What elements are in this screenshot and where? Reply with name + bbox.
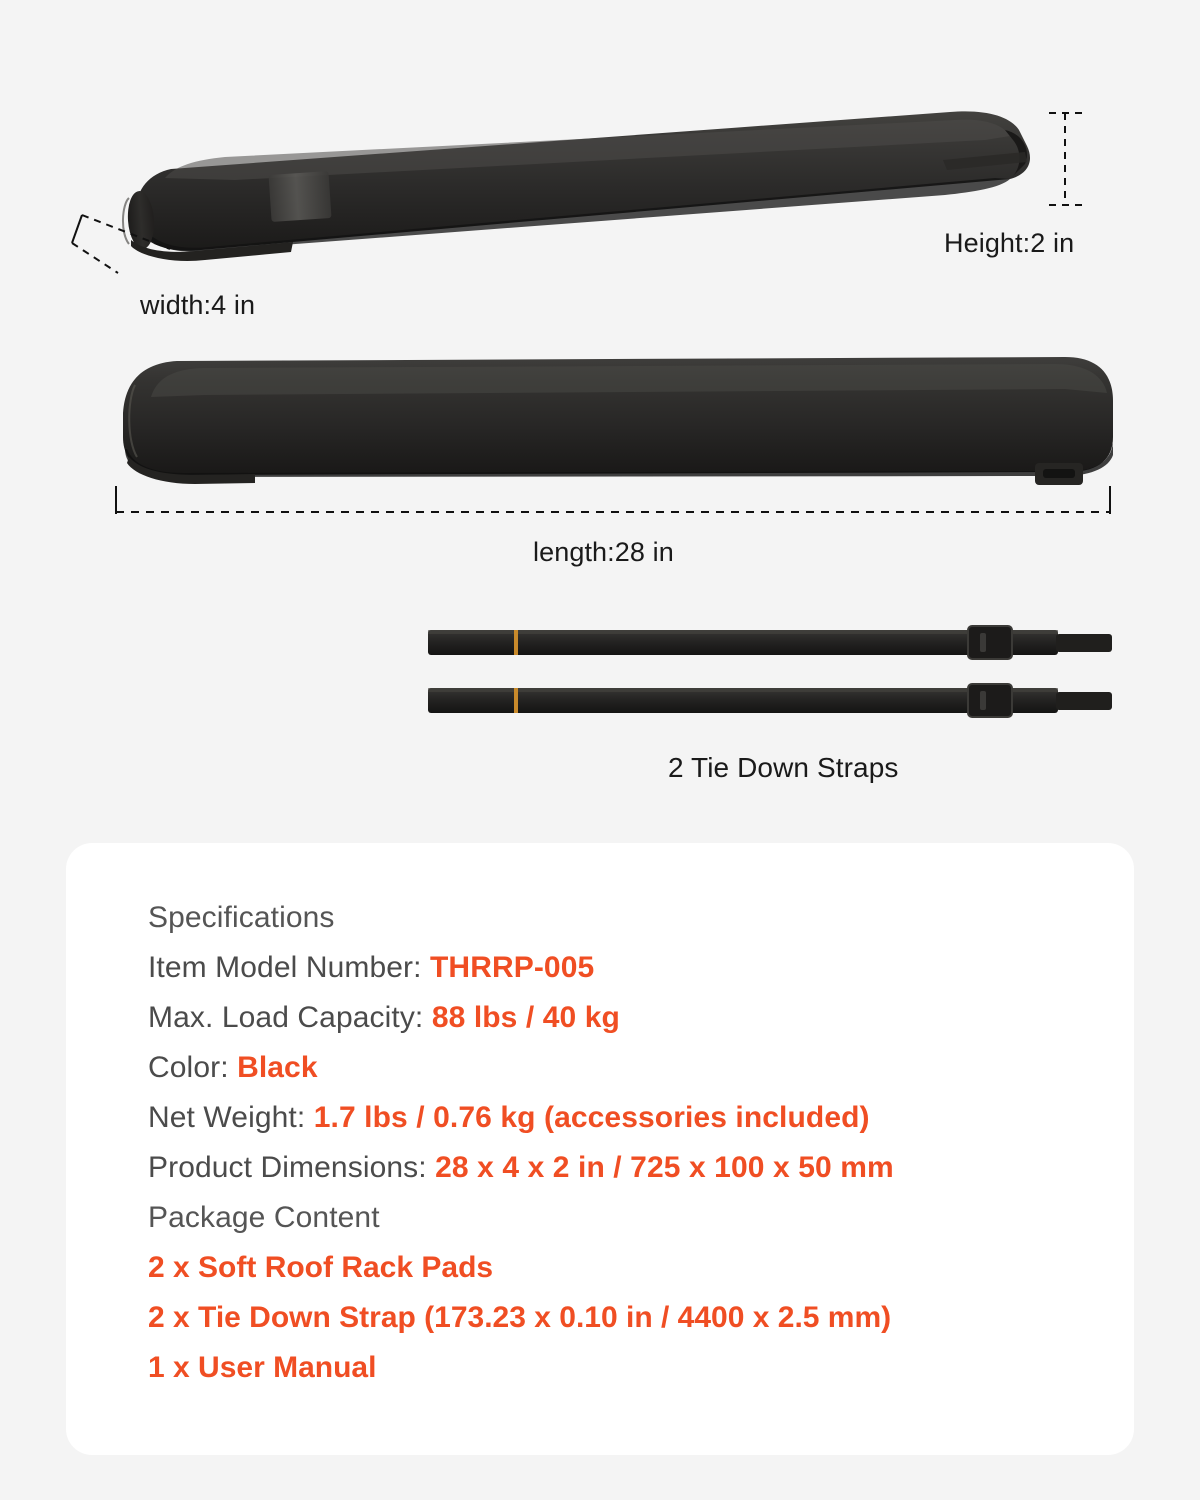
spec-label-dimensions: Product Dimensions: (148, 1151, 436, 1184)
spec-row-dimensions (148, 1143, 1134, 1193)
spec-value-model: THRRP-005 (430, 951, 595, 984)
spec-label-load-capacity: Max. Load Capacity: (148, 1001, 432, 1034)
package-item-manual: 1 x User Manual (148, 1351, 377, 1384)
pad-angled-image (105, 100, 1065, 260)
specifications-card (66, 843, 1134, 1455)
specifications-title: Specifications (148, 901, 335, 934)
length-dimension-lines (108, 478, 1120, 524)
spec-row-model (148, 943, 1134, 993)
label-tie-down-straps: 2 Tie Down Straps (668, 752, 899, 783)
package-item-pads: 2 x Soft Roof Rack Pads (148, 1251, 494, 1284)
spec-value-load-capacity: 88 lbs / 40 kg (431, 1001, 620, 1034)
spec-value-color: Black (237, 1051, 318, 1084)
label-length: length:28 in (533, 537, 674, 567)
label-width: width:4 in (140, 290, 256, 320)
package-item-straps: 2 x Tie Down Strap (173.23 x 0.10 in / 4400 x 2.5 mm) (148, 1301, 892, 1334)
spec-row-load-capacity (148, 993, 1134, 1043)
height-dimension-lines (1035, 105, 1095, 235)
spec-label-model: Item Model Number: (148, 951, 430, 984)
spec-value-dimensions: 28 x 4 x 2 in / 725 x 100 x 50 mm (435, 1151, 894, 1184)
spec-value-net-weight: 1.7 lbs / 0.76 kg (accessories included) (313, 1101, 870, 1134)
label-height: Height:2 in (944, 228, 1075, 258)
spec-label-color: Color: (148, 1051, 238, 1084)
pad-side-image (105, 345, 1115, 485)
tie-down-straps-image (420, 620, 1120, 735)
spec-row-net-weight (148, 1093, 1134, 1143)
package-content-title: Package Content (148, 1201, 380, 1234)
spec-label-net-weight: Net Weight: (148, 1101, 314, 1134)
width-dimension-lines (66, 205, 186, 290)
spec-row-color (148, 1043, 1134, 1093)
